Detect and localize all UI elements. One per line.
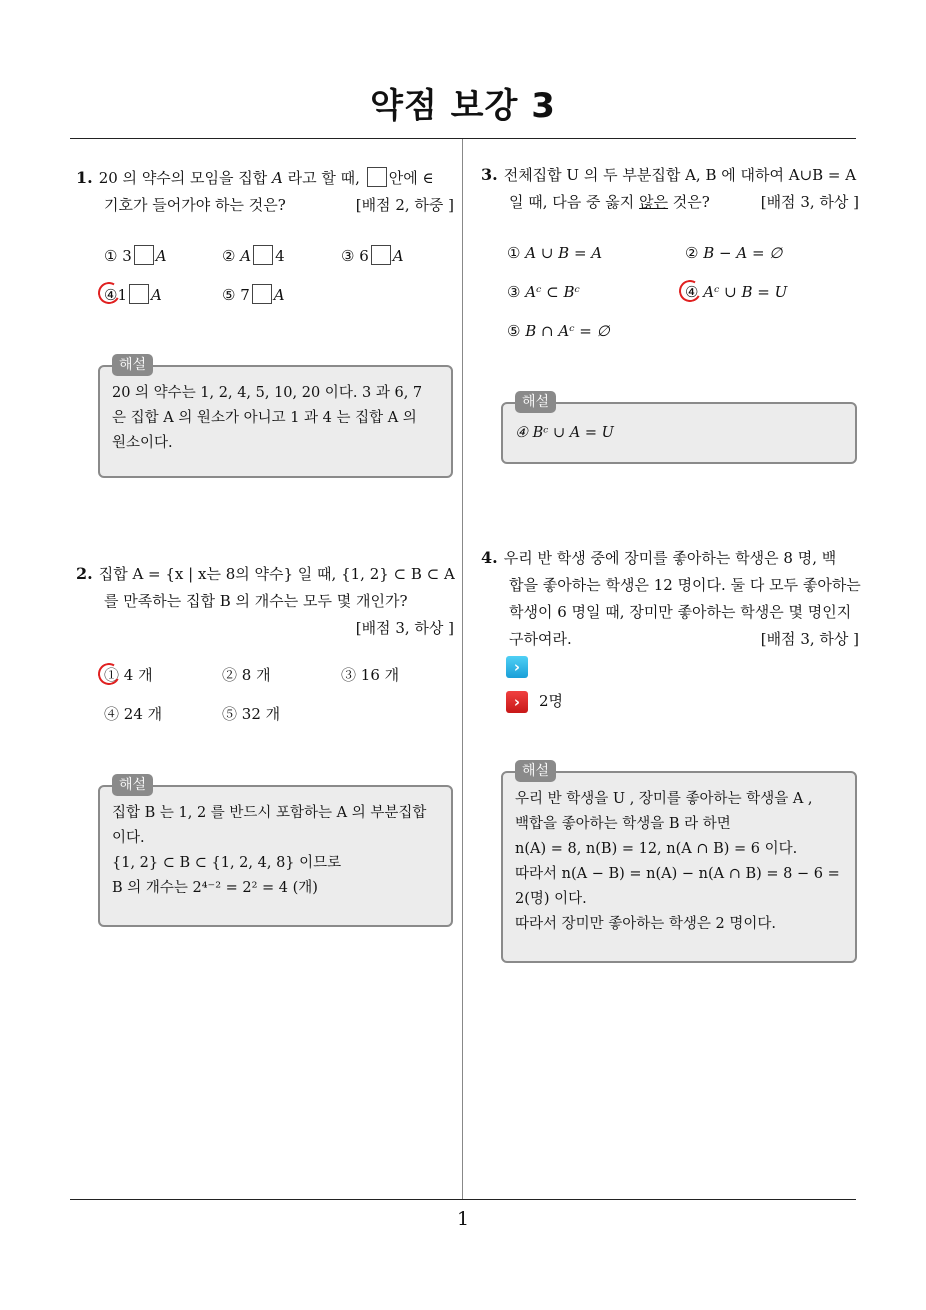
q4-solution-box: 우리 반 학생을 U , 장미를 좋아하는 학생을 A , 백합을 좋아하는 학생을 B 라 하면 n(A) = 8, n(B) = 12, n(A ∩ B) = 6 이다. 따라서 n(A − B) = n(A) − n(A ∩ B) = 8 − 6 = 2(명) 이다. 따라서 장미만 좋아하는 학생은 2 명이다. <box>501 771 857 963</box>
q2-option-5[interactable]: ⑤ 32 개 <box>222 705 281 723</box>
q2-option-2[interactable]: ② 8 개 <box>222 666 271 684</box>
column-divider <box>462 139 463 1199</box>
question-number: 2. <box>76 564 93 583</box>
question-meta: [배점 3, 하상 ] <box>760 193 859 211</box>
q1-option-5[interactable]: ⑤ 7 A <box>222 286 285 304</box>
q1-option-3[interactable]: ③ 6 A <box>341 247 404 265</box>
question-number: 4. <box>481 548 498 567</box>
blank-box <box>371 245 391 265</box>
top-rule <box>70 138 856 139</box>
solution-label: 해설 <box>515 391 556 413</box>
question-3: 3. 전체집합 U 의 두 부분집합 A, B 에 대하여 A∪B = A 일 때, 다음 중 옳지 않은 것은? [배점 3, 하상 ] <box>481 161 859 216</box>
solution-label: 해설 <box>112 354 153 376</box>
question-meta: [배점 3, 하상 ] <box>760 630 859 648</box>
q3-solution-box: ④ Bᶜ ∪ A = U <box>501 402 857 464</box>
chevron-right-icon[interactable]: › <box>506 691 528 713</box>
bottom-rule <box>70 1199 856 1200</box>
q2-option-1[interactable]: ① 4 개 <box>104 666 153 684</box>
q1-option-2[interactable]: ② A 4 <box>222 247 285 265</box>
q2-solution-box: 집합 B 는 1, 2 를 반드시 포함하는 A 의 부분집합 이다. {1, 2} ⊂ B ⊂ {1, 2, 4, 8} 이므로 B 의 개수는 2⁴⁻² = 2² = 4 (개) <box>98 785 453 927</box>
question-meta: [배점 2, 하중 ] <box>355 196 454 214</box>
blank-box <box>129 284 149 304</box>
answer-text: 2명 <box>539 692 564 710</box>
blank-box <box>253 245 273 265</box>
blank-box <box>367 167 387 187</box>
question-1: 1. 20 의 약수의 모임을 집합 A 라고 할 때, 안에 ∈ 기호가 들어가야 하는 것은? [배점 2, 하중 ] <box>76 164 454 219</box>
q2-option-3[interactable]: ③ 16 개 <box>341 666 400 684</box>
page-title: 약점 보강 3 <box>370 86 556 126</box>
question-number: 1. <box>76 168 93 187</box>
question-number: 3. <box>481 165 498 184</box>
question-4: 4. 우리 반 학생 중에 장미를 좋아하는 학생은 8 명, 백 합을 좋아하는 학생은 12 명이다. 둘 다 모두 좋아하는 학생이 6 명일 때, 장미만 좋아하는 학생은 몇 명인지 구하여라. [배점 3, 하상 ] <box>481 544 859 653</box>
q2-option-4[interactable]: ④ 24 개 <box>104 705 163 723</box>
question-meta: [배점 3, 하상 ] <box>355 619 454 637</box>
solution-label: 해설 <box>515 760 556 782</box>
q1-solution-box: 20 의 약수는 1, 2, 4, 5, 10, 20 이다. 3 과 6, 7 은 집합 A 의 원소가 아니고 1 과 4 는 집합 A 의 원소이다. <box>98 365 453 478</box>
q1-option-1[interactable]: ① 3 A <box>104 247 167 265</box>
solution-label: 해설 <box>112 774 153 796</box>
q3-option-3[interactable]: ③ Aᶜ ⊂ Bᶜ <box>507 283 580 301</box>
page-number: 1 <box>456 1208 470 1230</box>
chevron-right-icon[interactable]: › <box>506 656 528 678</box>
q3-option-5[interactable]: ⑤ B ∩ Aᶜ = ∅ <box>507 322 610 340</box>
question-2: 2. 집합 A = {x | x는 8의 약수} 일 때, {1, 2} ⊂ B ⊂ A 를 만족하는 집합 B 의 개수는 모두 몇 개인가? [배점 3, 하상 ] <box>76 564 455 637</box>
q3-option-4[interactable]: ④ Aᶜ ∪ B = U <box>685 283 788 301</box>
q3-option-2[interactable]: ② B − A = ∅ <box>685 244 783 262</box>
q1-option-4[interactable]: ④1 A <box>104 286 162 304</box>
blank-box <box>252 284 272 304</box>
q3-option-1[interactable]: ① A ∪ B = A <box>507 244 603 262</box>
blank-box <box>134 245 154 265</box>
